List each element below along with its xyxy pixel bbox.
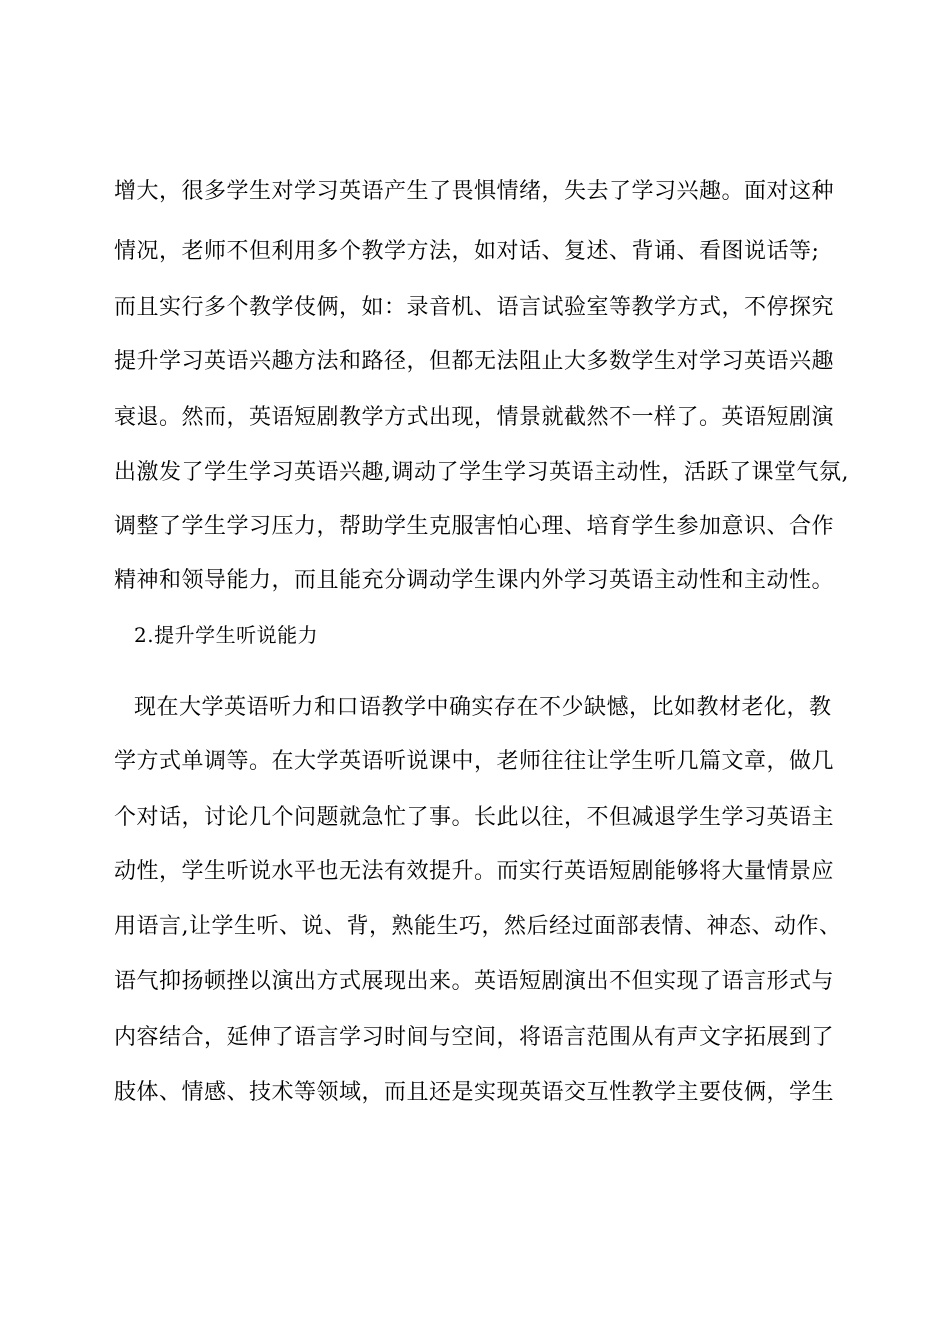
text-line: 精神和领导能力，而且能充分调动学生课内外学习英语主动性和主动性。 [114,568,835,593]
text-line: 用语言,让学生听、说、背，熟能生巧，然后经过面部表情、神态、动作、 [114,914,842,939]
text-line: 动性，学生听说水平也无法有效提升。而实行英语短剧能够将大量情景应 [114,859,835,884]
text-line: 提升学习英语兴趣方法和路径，但都无法阻止大多数学生对学习英语兴趣 [114,349,835,374]
section-heading: 2.提升学生听说能力 [134,623,319,647]
text-line: 内容结合，延伸了语言学习时间与空间，将语言范围从有声文字拓展到了 [114,1025,835,1050]
text-line: 出激发了学生学习英语兴趣,调动了学生学习英语主动性，活跃了课堂气氛, [114,460,849,485]
text-line: 个对话，讨论几个问题就急忙了事。长此以往，不但减退学生学习英语主 [114,805,835,830]
text-line: 调整了学生学习压力，帮助学生克服害怕心理、培育学生参加意识、合作 [114,514,835,539]
text-line: 语气抑扬顿挫以演出方式展现出来。英语短剧演出不但实现了语言形式与 [114,969,835,994]
text-line: 肢体、情感、技术等领域，而且还是实现英语交互性教学主要伎俩，学生 [114,1080,835,1105]
text-line: 而且实行多个教学伎俩，如：录音机、语言试验室等教学方式，不停探究 [114,295,835,320]
text-line: 增大，很多学生对学习英语产生了畏惧情绪，失去了学习兴趣。面对这种 [114,179,835,204]
text-line: 学方式单调等。在大学英语听说课中，老师往往让学生听几篇文章，做几 [114,749,835,774]
text-line: 现在大学英语听力和口语教学中确实存在不少缺憾，比如教材老化，教 [134,695,832,720]
text-line: 情况，老师不但利用多个教学方法，如对话、复述、背诵、看图说话等; [114,239,820,264]
text-line: 衰退。然而，英语短剧教学方式出现，情景就截然不一样了。英语短剧演 [114,405,835,430]
